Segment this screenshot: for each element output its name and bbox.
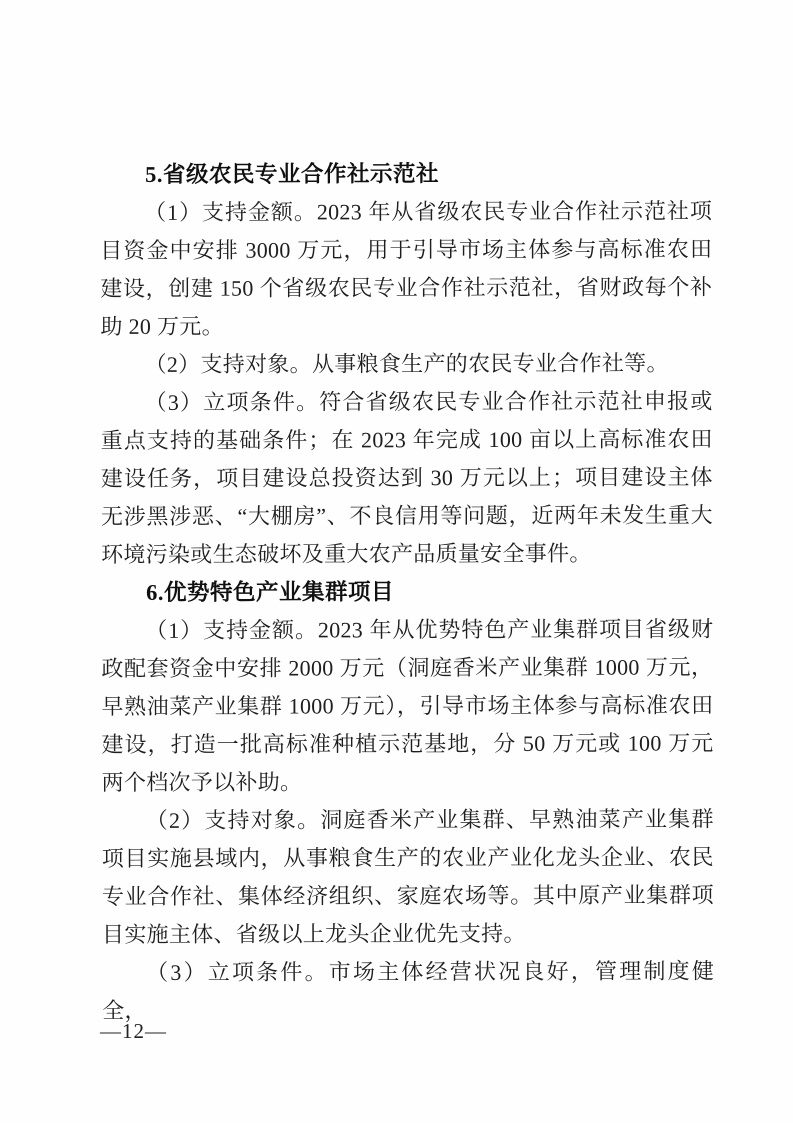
- section-heading-5: 5.省级农民专业合作社示范社: [145, 161, 439, 187]
- paragraph-6-support-amount: （1）支持金额。2023 年从优势特色产业集群项目省级财政配套资金中安排 2000 万元（洞庭香米产业集群 1000 万元，早熟油菜产业集群 1000 万元），引导市场主体参与高标准农田建设，打造一批高标准种植示范基地，分 50 万元或 100 万元两个档次予以补助。: [101, 616, 714, 795]
- paragraph-5-support-amount: （1）支持金额。2023 年从省级农民专业合作社示范社项目资金中安排 3000 万元，用于引导市场主体参与高标准农田建设，创建 150 个省级农民专业合作社示范社，省财政每个补助 20 万元。: [100, 198, 713, 339]
- page-number: —12—: [100, 1019, 167, 1043]
- section-industry-cluster-project: [101, 572, 714, 1030]
- paragraph-5-project-conditions: （3）立项条件。符合省级农民专业合作社示范社申报或重点支持的基础条件；在 2023 年完成 100 亩以上高标准农田建设任务，项目建设总投资达到 30 万元以上；项目建设主体无涉黑涉恶、“大棚房”、不良信用等问题，近两年未发生重大环境污染或生态破坏及重大农产品质量安全事件。: [100, 388, 713, 567]
- document-body: [100, 154, 714, 1030]
- paragraph-6-project-conditions: （3）立项条件。市场主体经营状况良好，管理制度健全，: [102, 958, 715, 1023]
- paragraph-5-support-target: （2）支持对象。从事粮食生产的农民专业合作社等。: [144, 350, 669, 377]
- section-heading-6: 6.优势特色产业集群项目: [146, 579, 395, 605]
- section-provincial-cooperative-demo: [100, 154, 713, 574]
- paragraph-6-support-target: （2）支持对象。洞庭香米产业集群、早熟油菜产业集群项目实施县域内，从事粮食生产的农业产业化龙头企业、农民专业合作社、集体经济组织、家庭农场等。其中原产业集群项目实施主体、省级以上龙头企业优先支持。: [101, 806, 714, 947]
